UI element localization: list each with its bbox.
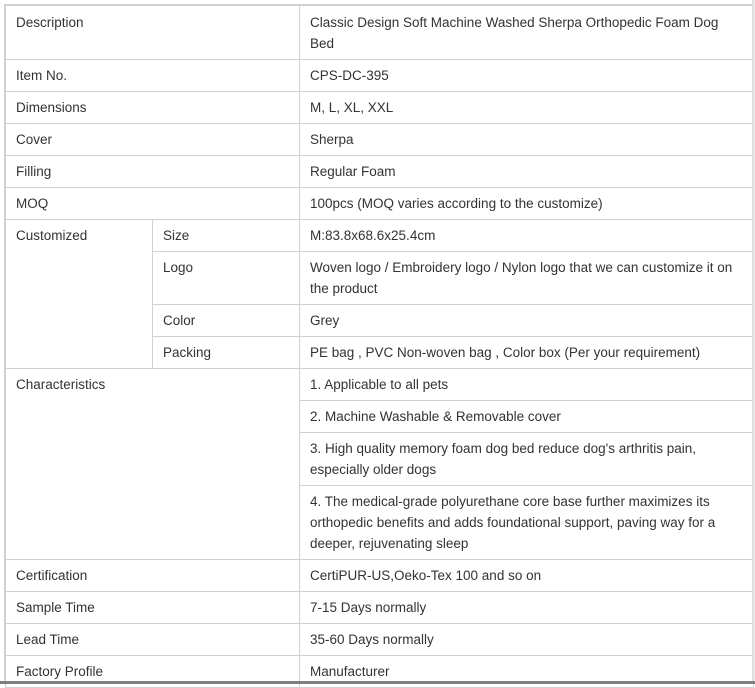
table-row-filling xyxy=(6,156,754,188)
row-label: Item No. xyxy=(6,60,300,92)
characteristic-item: 2. Machine Washable & Removable cover xyxy=(300,401,754,433)
table-row-customized-size xyxy=(6,220,754,252)
product-spec-table xyxy=(5,5,754,688)
characteristic-item: 4. The medical-grade polyurethane core base further maximizes its orthopedic benefits and adds foundational support, paving way for a deeper, rejuvenating sleep xyxy=(300,486,754,560)
table-row-item-no xyxy=(6,60,754,92)
table-row-lead-time xyxy=(6,624,754,656)
sub-label: Color xyxy=(153,305,300,337)
row-value: Manufacturer xyxy=(300,656,754,688)
row-value: Regular Foam xyxy=(300,156,754,188)
row-value: Grey xyxy=(300,305,754,337)
table-row-cover xyxy=(6,124,754,156)
row-label-characteristics: Characteristics xyxy=(6,369,300,560)
row-value: PE bag , PVC Non-woven bag , Color box (Per your requirement) xyxy=(300,337,754,369)
table-row-dimensions xyxy=(6,92,754,124)
sub-label: Size xyxy=(153,220,300,252)
row-value: M, L, XL, XXL xyxy=(300,92,754,124)
row-value: 35-60 Days normally xyxy=(300,624,754,656)
row-value: 100pcs (MOQ varies according to the customize) xyxy=(300,188,754,220)
row-value: M:83.8x68.6x25.4cm xyxy=(300,220,754,252)
row-value: Sherpa xyxy=(300,124,754,156)
row-label-customized: Customized xyxy=(6,220,153,369)
table-row-certification xyxy=(6,560,754,592)
table-row-sample-time xyxy=(6,592,754,624)
row-value: Classic Design Soft Machine Washed Sherpa Orthopedic Foam Dog Bed xyxy=(300,6,754,60)
characteristic-item: 1. Applicable to all pets xyxy=(300,369,754,401)
sub-label: Logo xyxy=(153,252,300,305)
table-row-description xyxy=(6,6,754,60)
product-spec-table-frame xyxy=(4,4,752,684)
row-label: MOQ xyxy=(6,188,300,220)
row-label: Filling xyxy=(6,156,300,188)
characteristic-item: 3. High quality memory foam dog bed reduce dog's arthritis pain, especially older dogs xyxy=(300,433,754,486)
table-row-characteristic xyxy=(6,369,754,401)
row-label: Cover xyxy=(6,124,300,156)
row-value: Woven logo / Embroidery logo / Nylon logo that we can customize it on the product xyxy=(300,252,754,305)
row-value: CertiPUR-US,Oeko-Tex 100 and so on xyxy=(300,560,754,592)
sub-label: Packing xyxy=(153,337,300,369)
table-row-moq xyxy=(6,188,754,220)
row-value: 7-15 Days normally xyxy=(300,592,754,624)
row-label: Lead Time xyxy=(6,624,300,656)
row-label: Certification xyxy=(6,560,300,592)
row-label: Dimensions xyxy=(6,92,300,124)
row-label: Factory Profile xyxy=(6,656,300,688)
row-value: CPS-DC-395 xyxy=(300,60,754,92)
row-label: Description xyxy=(6,6,300,60)
row-label: Sample Time xyxy=(6,592,300,624)
